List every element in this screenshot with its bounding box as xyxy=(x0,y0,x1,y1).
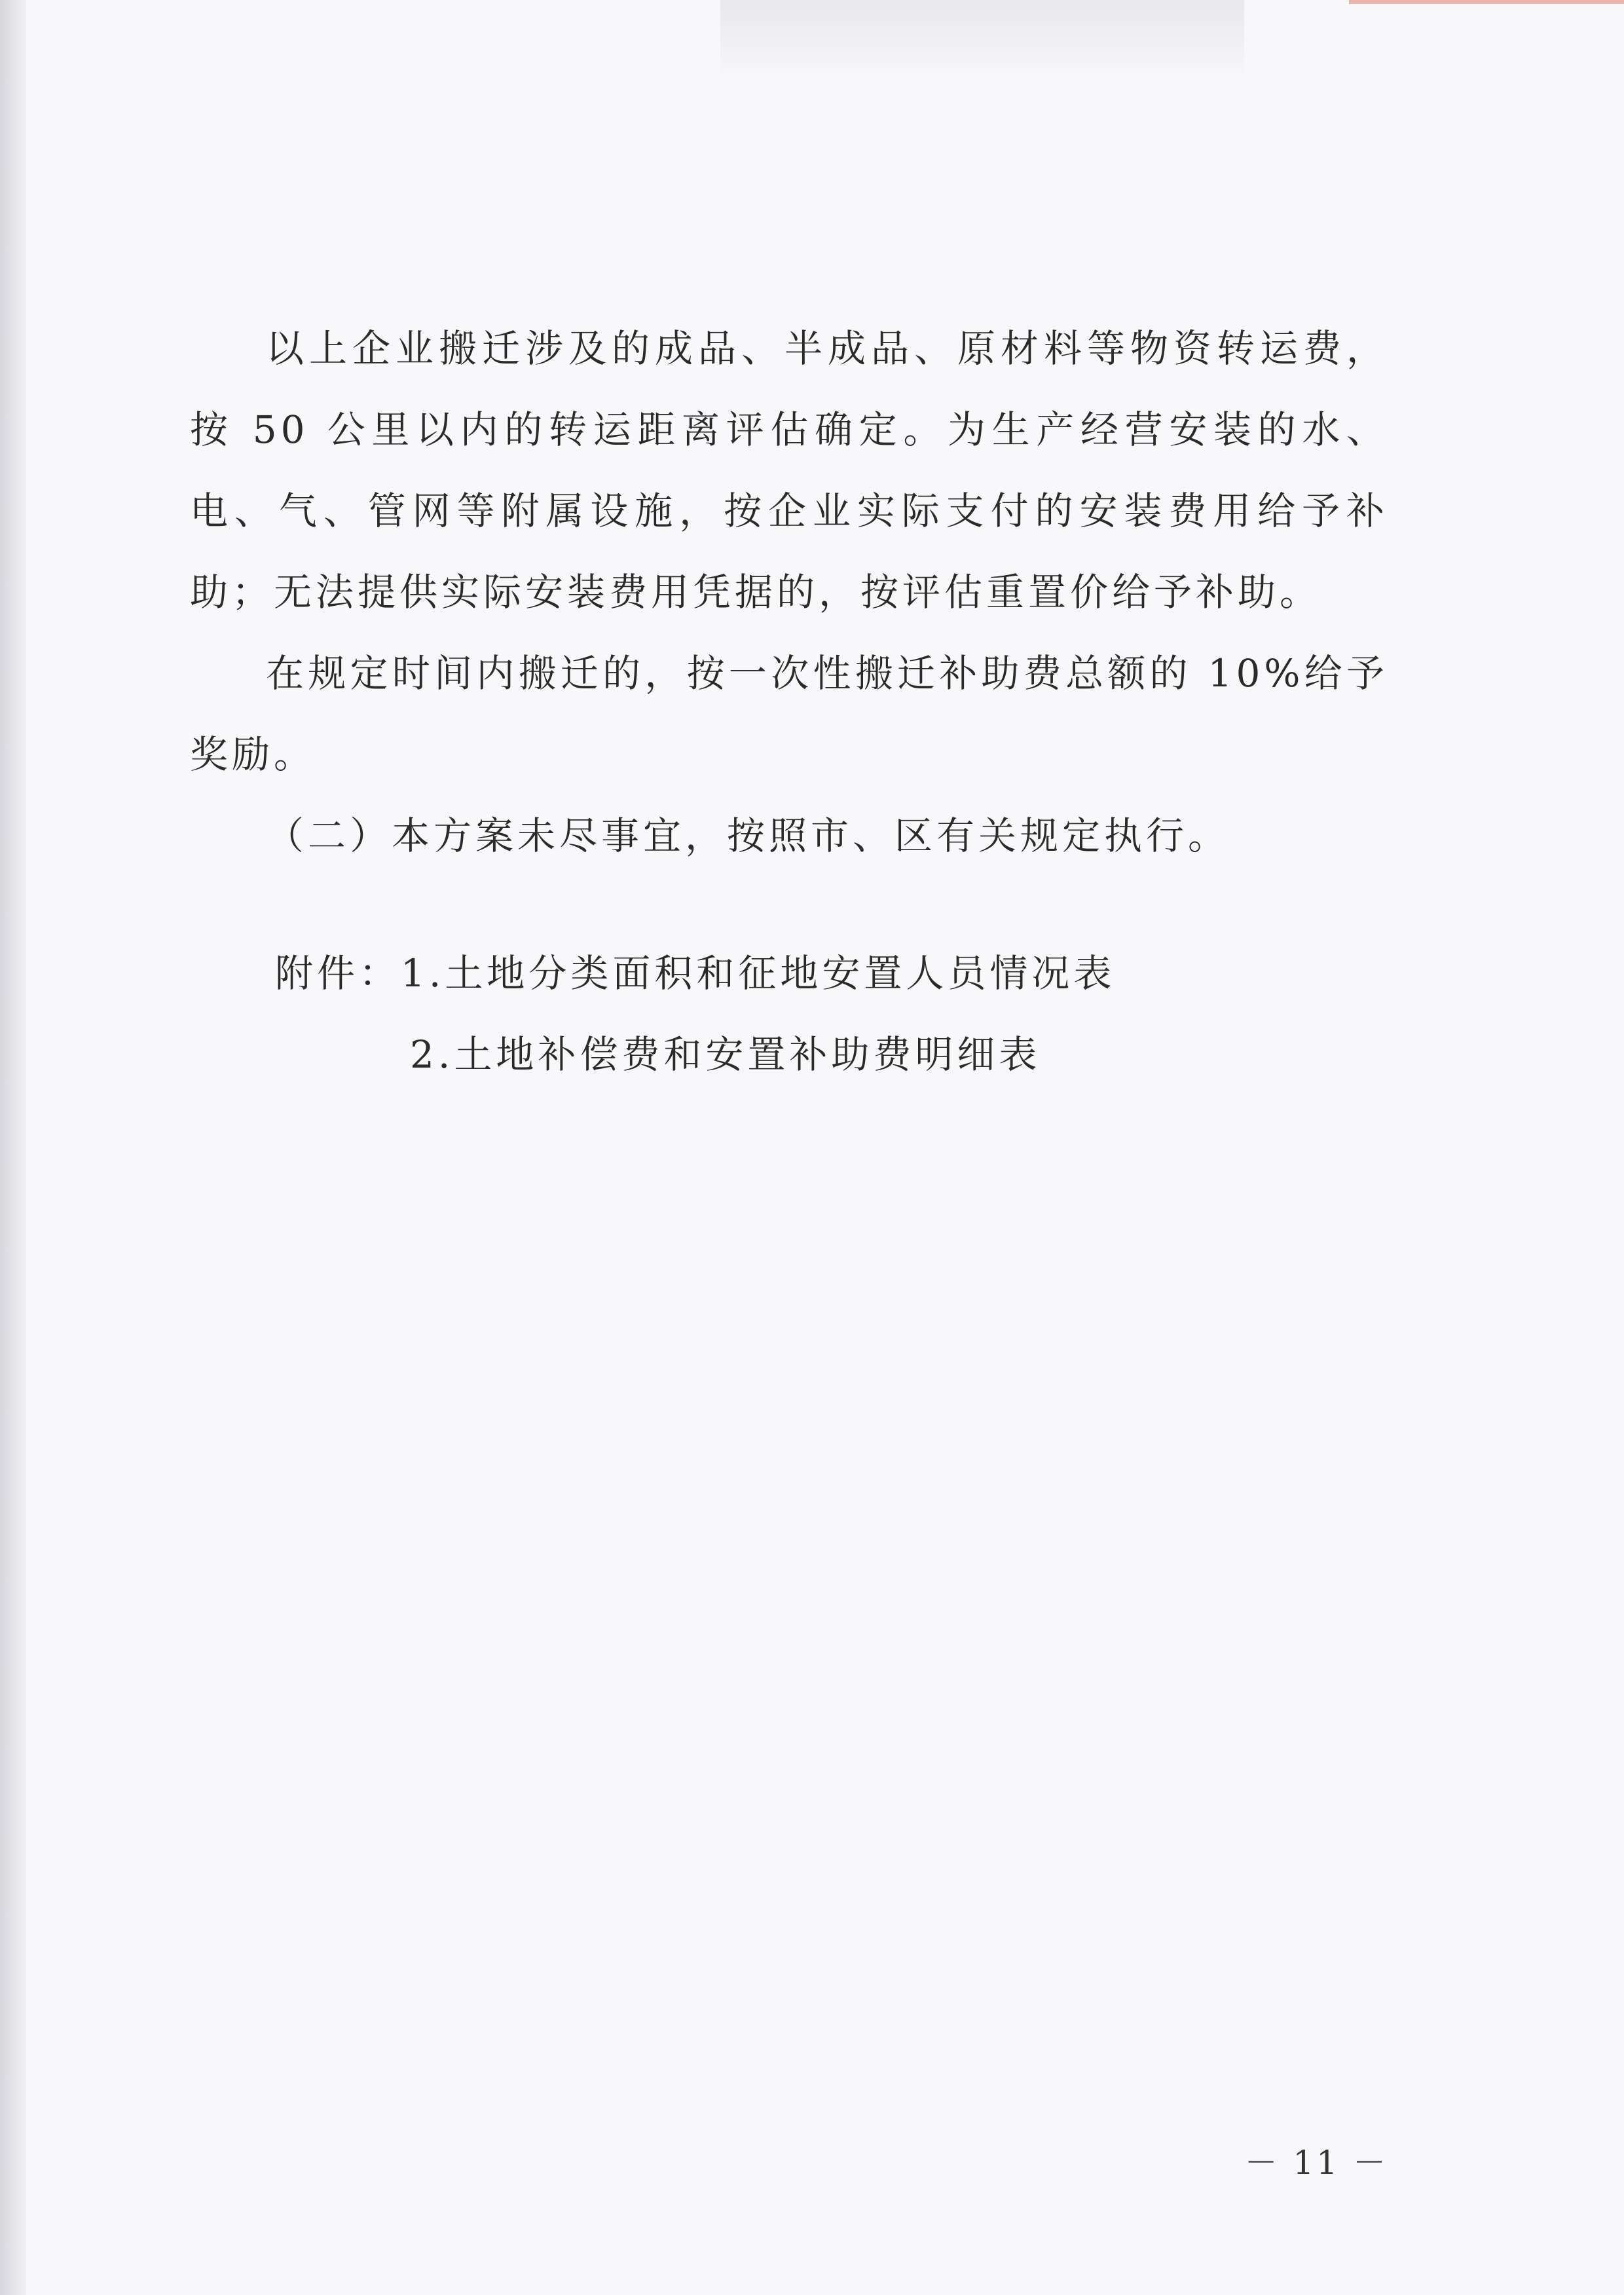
scan-bleed-through xyxy=(720,0,1244,79)
paragraph-relocation-reward: 在规定时间内搬迁的，按一次性搬迁补助费总额的 10%给予奖励。 xyxy=(190,651,1388,777)
page-number: － 11 － xyxy=(1244,2144,1388,2182)
attachments-label: 附件： xyxy=(275,951,401,996)
paragraph-other-matters: （二）本方案未尽事宜，按照市、区有关规定执行。 xyxy=(266,813,1230,858)
body-text xyxy=(190,308,1388,876)
paragraph-relocation-transport: 以上企业搬迁涉及的成品、半成品、原材料等物资转运费，按 50 公里以内的转运距离评估确定。为生产经营安装的水、电、气、管网等附属设施，按企业实际支付的安装费用给予补助；无法提供实际安装费用凭据的，按评估重置价给予补助。 xyxy=(190,326,1388,614)
attachments-list xyxy=(275,933,1115,1095)
attachment-item xyxy=(275,933,1115,1014)
attachment-title: 2.土地补偿费和安置补助费明细表 xyxy=(410,1032,1041,1077)
binding-shadow xyxy=(0,0,26,2295)
attachment-title: 1.土地分类面积和征地安置人员情况表 xyxy=(401,951,1116,996)
top-edge-mark xyxy=(1349,0,1624,4)
attachment-item xyxy=(275,1014,1115,1095)
